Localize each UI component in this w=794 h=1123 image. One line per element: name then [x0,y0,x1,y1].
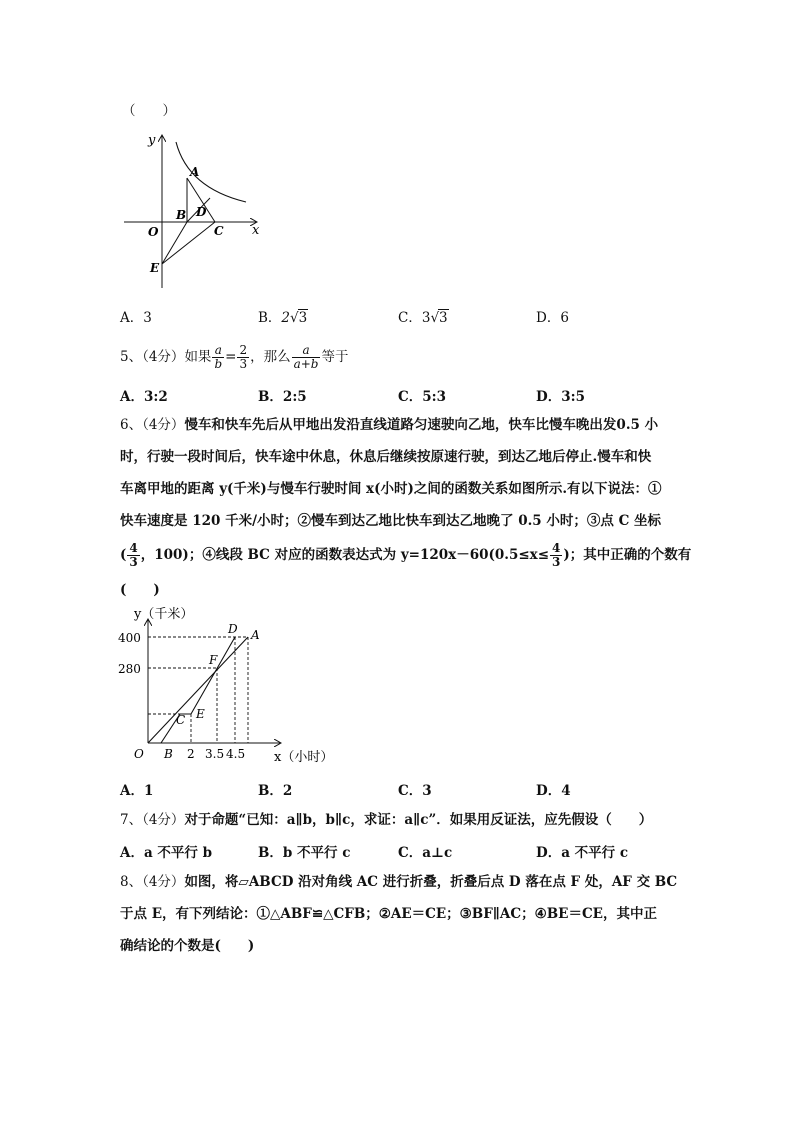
q6-line-1: 6、（4分）慢车和快车先后从甲地出发沿直线道路匀速驶向乙地，快车比慢车晚出发0.5 小 [120,417,659,433]
q6-line-2: 时，行驶一段时间后，快车途中休息，休息后继续按原速行驶，到达乙地后停止.慢车和快 [120,449,652,465]
q4-label-x: x [252,223,260,238]
q6-x-tick-3-5: 3.5 [205,747,225,761]
q4-label-B: B [176,208,187,222]
q4-option-a[interactable]: A．3 [120,310,152,326]
q5-option-c[interactable]: C．5:3 [398,389,447,405]
q4-segment-EB [162,222,187,264]
q6-line-4: 快车速度是 120 千米/小时；②慢车到达乙地比快车到达乙地晚了 0.5 小时；③点 C 坐标 [120,513,662,529]
q4-label-A: A [190,165,200,179]
q4-option-b[interactable]: B．2√3 [258,310,308,326]
q6-fraction-4-over-3: $\frac{4}{3}$ [129,541,138,569]
q6-point-F: F [209,653,218,667]
q5-fraction-a-over-b: $\frac{a}{b}$ [214,343,223,371]
q8-line-3: 确结论的个数是( ) [120,938,255,954]
q6-point-E: E [196,707,205,721]
q6-option-b[interactable]: B．2 [258,783,293,799]
q4-label-O: O [148,225,159,239]
q7-stem: 7、（4分）对于命题“已知：a∥b，b∥c，求证：a∥c”．如果用反证法，应先假设（ ） [120,812,653,828]
q7-option-a[interactable]: A．a 不平行 b [120,845,213,861]
q6-y-axis-label: y（千米） [134,607,194,622]
q4-figure [118,128,268,292]
q6-point-A: A [251,628,260,642]
q4-label-D: D [196,205,207,219]
q6-y-tick-400: 400 [118,631,141,645]
q4-label-E: E [150,261,160,275]
q8-line-2: 于点 E，有下列结论：①△ABF≌△CFB；②AE＝CE；③BF∥AC；④BE＝CE，其中正 [120,906,657,922]
q6-graph [110,600,340,770]
q6-x-tick-2: 2 [187,747,195,761]
q4-option-d[interactable]: D．6 [536,310,569,326]
q5-fraction-a-over-aplusb: $\frac{a}{a+b}$ [293,343,319,371]
q6-answer-paren: ( ) [120,582,160,598]
q5-option-d[interactable]: D．3:5 [536,389,585,405]
q6-x-axis-label: x（小时） [274,750,334,765]
q6-option-c[interactable]: C．3 [398,783,432,799]
q6-point-O: O [134,747,144,761]
q7-option-c[interactable]: C．a⊥c [398,845,453,861]
q8-line-1: 8、（4分）如图，将▱ABCD 沿对角线 AC 进行折叠，折叠后点 D 落在点 F 处，AF 交 BC [120,874,678,890]
q5-option-a[interactable]: A．3:2 [120,389,168,405]
q6-fraction-4-over-3-b: $\frac{4}{3}$ [552,541,561,569]
q5-fraction-2-over-3: $\frac{2}{3}$ [239,343,248,371]
q4-answer-paren: （ ） [122,103,176,119]
q4-label-y: y [148,133,156,148]
q6-point-B: B [164,747,173,761]
q5-option-b[interactable]: B．2:5 [258,389,307,405]
q6-slow-car-line [148,637,248,743]
q6-point-C: C [176,713,186,727]
q5-stem: 5、（4分）如果 $\frac{a}{b}$ = $\frac{2}{3}$ ，那么 $\frac{a}{a+b}$ 等于 [120,343,349,371]
q6-option-a[interactable]: A．1 [120,783,154,799]
q6-point-D: D [228,622,238,636]
q6-line-5: ( $\frac{4}{3}$ ，100)；④线段 BC 对应的函数表达式为 y=120x－60(0.5≤x≤ $\frac{4}{3}$ )；其中正确的个数有 [120,541,692,569]
q4-option-c[interactable]: C．3√3 [398,310,448,326]
q6-option-d[interactable]: D．4 [536,783,571,799]
q4-segment-EC [162,222,215,264]
q7-option-b[interactable]: B．b 不平行 c [258,845,351,861]
q6-line-3: 车离甲地的距离 y(千米)与慢车行驶时间 x(小时)之间的函数关系如图所示.有以下说法：① [120,481,662,497]
q4-label-C: C [214,224,224,238]
q6-y-tick-280: 280 [118,662,141,676]
q7-option-d[interactable]: D．a 不平行 c [536,845,629,861]
q6-x-tick-4-5: 4.5 [226,747,246,761]
